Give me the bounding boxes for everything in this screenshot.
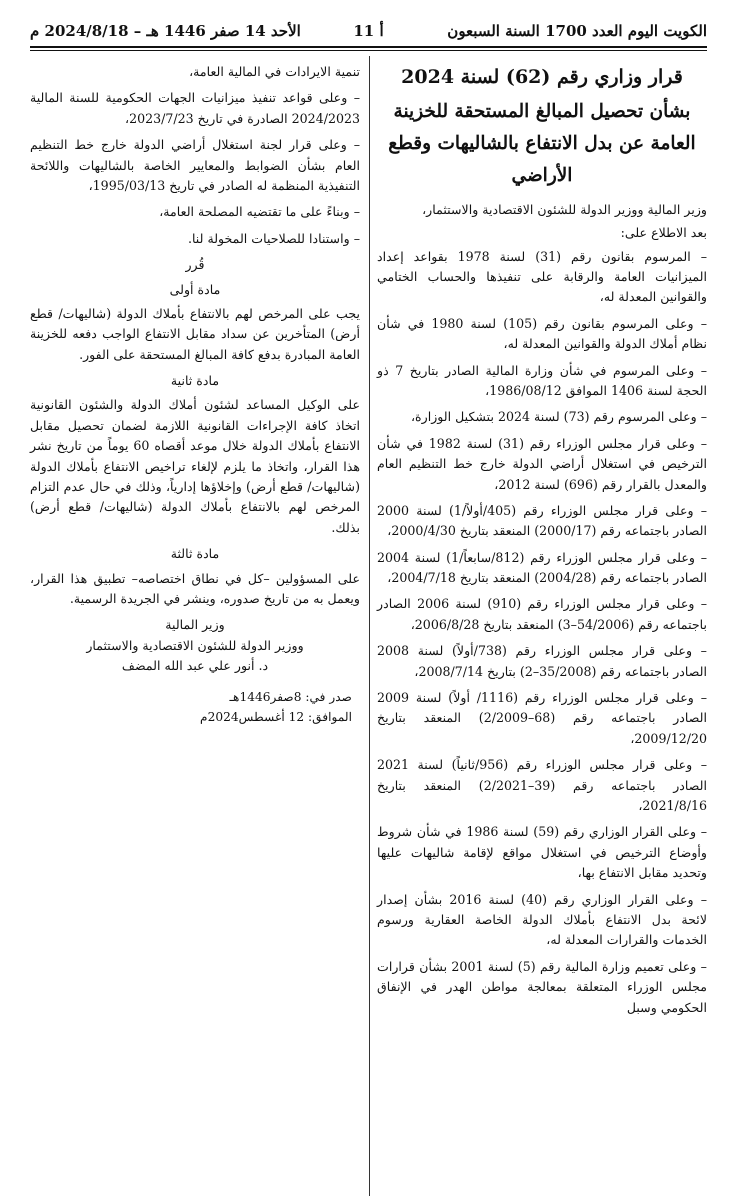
signature-name: د. أنور علي عبد الله المضف [121, 658, 269, 674]
continued-clause: تنمية الايرادات في المالية العامة، [189, 64, 360, 79]
issued-date: صدر في: 8صفر1446هـ [229, 689, 352, 704]
clause: – وعلى المرسوم في شأن وزارة المالية الصادر بتاريخ 7 ذو الحجة لسنة 1406 الموافق 1986/08/12، [377, 362, 707, 398]
left-column [30, 62, 360, 728]
issue-dates [30, 687, 360, 728]
corresponding-date: الموافق: 12 أغسطس2024م [200, 710, 352, 725]
article-1-text: يجب على المرخص لهم بالانتفاع بأملاك الدولة (شاليهات/ قطع أرض) المتأخرين عن سداد مقابل الانتفاع الواجب دفعه للخزينة العامة المبادرة بدفع كافة المبالغ المستحقة على الفور. [30, 305, 360, 362]
decision-subtitle: بشأن تحصيل المبالغ المستحقة للخزينة العامة عن بدل الانتفاع بالشاليهات وقطع الأراضي [388, 101, 696, 187]
header-rule-thin [30, 50, 707, 51]
clause: – وعلى القرار الوزاري رقم (59) لسنة 1986 في شأن شروط وأوضاع الترخيص في استغلال مواقع لإقامة شاليهات عليها وتحديد مقابل الانتفاع بها، [377, 824, 707, 881]
article-2-text: على الوكيل المساعد لشئون أملاك الدولة والشئون القانونية اتخاذ كافة الإجراءات القانونية اللازمة لضمان تحصيل مقابل الانتفاع بأملاك الدولة خلال موعد أقصاه 60 يوماً من تاريخ نشر هذا القرار، واتخاذ ما يلزم لإلغاء تراخيص الانتفاع بأملاك الدولة (شاليهات/ قطع أرض) وإخلاؤها إدارياً، وذلك في حال عدم التزام المرخص لهم بالانتفاع بأملاك الدولة (شاليهات/ قطع أرض) بذلك. [30, 397, 361, 535]
clause: – وعلى قرار مجلس الوزراء رقم (1116/ أولاً) لسنة 2009 الصادر باجتماعه رقم (68–2/2009) المنعقد بتاريخ 2009/12/20، [377, 690, 707, 746]
clause: – وعلى القرار الوزاري رقم (40) لسنة 2016 بشأن إصدار لائحة بدل الانتفاع بأملاك الدولة الخاصة العقارية ورسوم الخدمات والقرارات المعدلة له، [377, 891, 707, 948]
clause: – وعلى المرسوم رقم (73) لسنة 2024 بتشكيل الوزارة، [410, 409, 707, 425]
decision-title: قرار وزاري رقم (62) لسنة 2024 [401, 66, 683, 88]
clause: – واستنادا للصلاحيات المخولة لنا. [187, 230, 360, 246]
after-review: بعد الاطلاع على: [620, 225, 707, 241]
article-2-title: مادة ثانية [170, 373, 220, 389]
header-date: الأحد 14 صفر 1446 هـ – 2024/8/18 م [30, 22, 301, 40]
clause: – وعلى قرار مجلس الوزراء رقم (31) لسنة 1982 في شأن الترخيص في استغلال أراضي الدولة خارج خط التنظيم العام والمعدل بالقرار رقم (696) لسنة 2012، [377, 435, 707, 492]
header-rule [30, 46, 707, 48]
signature-title-2: ووزير الدولة للشئون الاقتصادية والاستثمار [86, 637, 304, 653]
clause: – وعلى قواعد تنفيذ ميزانيات الجهات الحكومية للسنة المالية 2024/2023 الصادرة في تاريخ 2023/7/23، [30, 90, 360, 126]
clause: – وبناءً على ما تقتضيه المصلحة العامة، [159, 204, 360, 220]
article-3-title: مادة ثالثة [170, 546, 220, 562]
column-divider [369, 56, 370, 1196]
clause: – وعلى قرار مجلس الوزراء رقم (405/أولاً/1) لسنة 2000 الصادر باجتماعه رقم (2000/17) المنعقد بتاريخ 2000/4/30، [377, 502, 707, 539]
article-3-text: على المسؤولين –كل في نطاق اختصاصه– تطبيق هذا القرار، ويعمل به من تاريخ صدوره، وينشر في الجريدة الرسمية. [30, 570, 360, 606]
clause: – وعلى قرار مجلس الوزراء رقم (910) لسنة 2006 الصادر باجتماعه رقم (54/2006–3) المنعقد بتاريخ 2006/8/28، [377, 596, 708, 632]
right-column [377, 60, 707, 1024]
signature-title-1: وزير المالية [165, 617, 225, 633]
clause: – وعلى قرار مجلس الوزراء رقم (956/ثانياً) لسنة 2021 الصادر باجتماعه رقم (39–2/2021) المنعقد بتاريخ 2021/8/16، [377, 757, 707, 813]
clause: – وعلى المرسوم بقانون رقم (105) لسنة 1980 في شأن نظام أملاك الدولة والقوانين المعدلة له، [377, 315, 707, 352]
clause: – وعلى تعميم وزارة المالية رقم (5) لسنة 2001 بشأن قرارات مجلس الوزراء المتعلقة بمعالجة مواطن الهدر في الإنفاق الحكومي وسبل [377, 958, 707, 1015]
page-header [30, 18, 707, 44]
clause: – المرسوم بقانون رقم (31) لسنة 1978 بقواعد إعداد الميزانيات العامة والرقابة على تنفيذها والحساب الختامي والقوانين المعدلة له، [377, 248, 707, 305]
issuer: وزير المالية ووزير الدولة للشئون الاقتصادية والاستثمار، [422, 201, 707, 217]
decided-heading: قُرر [185, 257, 205, 273]
clause: – وعلى قرار لجنة استغلال أراضي الدولة خارج خط التنظيم العام بشأن الضوابط والمعايير الخاصة بالشاليهات واللائحة التنفيذية المنظمة له الصادر في تاريخ 1995/03/13، [30, 137, 360, 193]
clause: – وعلى قرار مجلس الوزراء رقم (738/أولاً) لسنة 2008 الصادر باجتماعه رقم (35/2008–2) بتاريخ 2008/7/14، [377, 643, 707, 679]
header-issue: الكويت اليوم العدد 1700 السنة السبعون [447, 22, 707, 40]
header-page-number: أ 11 [353, 22, 384, 40]
article-1-title: مادة أولى [169, 281, 221, 297]
clause: – وعلى قرار مجلس الوزراء رقم (812/سابعاً/1) لسنة 2004 الصادر باجتماعه رقم (2004/28) المنعقد بتاريخ 2004/7/18، [377, 549, 707, 586]
